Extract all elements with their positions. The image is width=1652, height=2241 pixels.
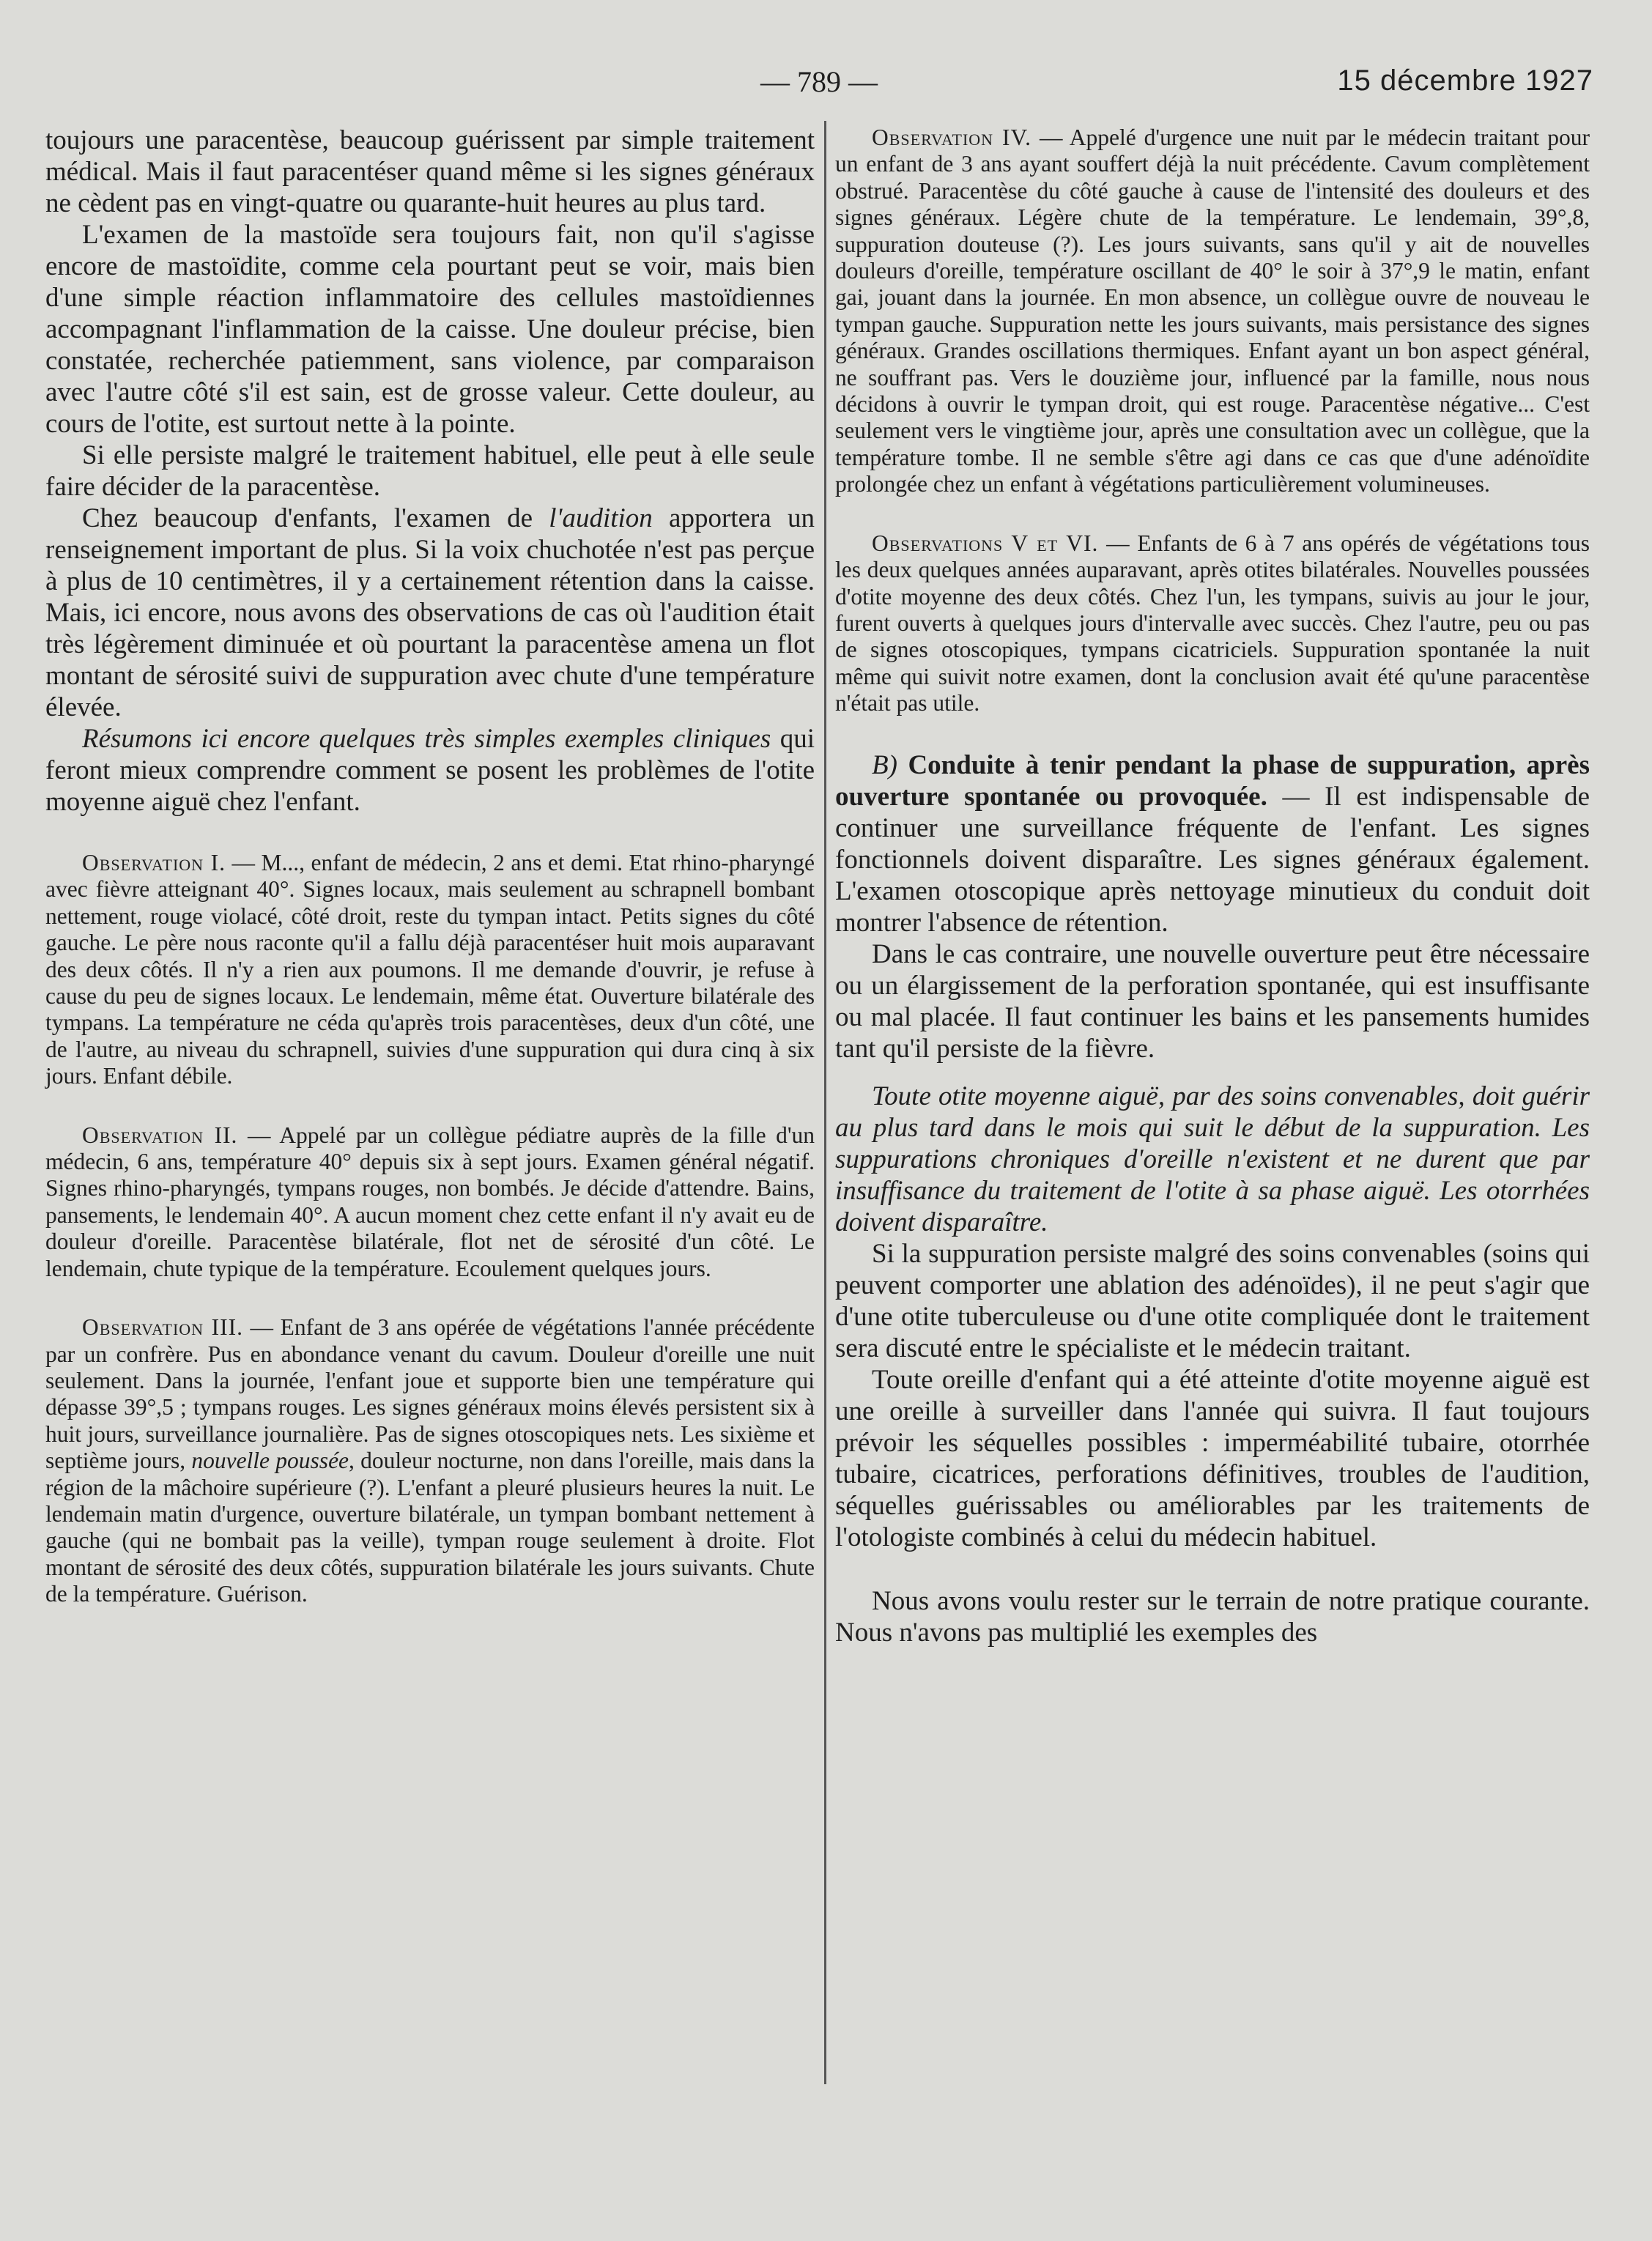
observation-1-text: — M..., enfant de médecin, 2 ans et demi. Etat rhino-pharyngé avec fièvre atteignant 40°. Signes locaux, mais seulement au schrapnell bombant nettement, rouge violacé, côté droit, reste du tympan intact. Petits signes du côté gauche. Le père nous raconte qu'il a fallu déjà paracentéser huit mois auparavant des deux côtés. Il n'y a rien aux poumons. Il me demande d'ouvrir, je refuse à cause du peu de signes locaux. Le lendemain, même état. Ouverture bilatérale des tympans. La température ne céda qu'après trois paracentèses, deux d'un côté, une de l'autre, au niveau du schrapnell, suivies d'une suppuration qui dura cinq à six jours. Enfant débile. — [45, 850, 815, 1089]
page-number: — 789 — — [760, 65, 878, 98]
observation-3 — [45, 1314, 815, 1607]
observation-4-text: — Appelé d'urgence une nuit par le médecin traitant pour un enfant de 3 ans ayant souffert déjà la nuit précédente. Cavum complètement obstrué. Paracentèse du côté gauche à cause de l'intensité des douleurs et des signes généraux. Légère chute de la température. Le lendemain, 39°,8, suppuration douteuse (?). Les jours suivants, sans qu'il y ait de nouvelles douleurs d'oreille, température oscillant de 40° le soir à 37°,9 le matin, enfant gai, jouant dans la journée. En mon absence, un collègue ouvre de nouveau le tympan gauche. Suppuration nette les jours suivants, mais persistance des signes généraux. Grandes oscillations thermiques. Enfant ayant un bon aspect général, ne souffrant pas. Vers le douzième jour, influencé par la famille, nous nous décidons à ouvrir le tympan droit, qui est rouge. Paracentèse négative... C'est seulement vers le vingtième jour, après une consultation avec un collègue, que la température tombe. Il ne semble s'être agi dans ce cas que d'une adénoïdite prolongée chez un enfant à végétations particulièrement volumineuses. — [835, 125, 1590, 497]
section-b — [835, 749, 1590, 938]
column-divider — [824, 121, 826, 2084]
left-paragraph-mastoid: L'examen de la mastoïde sera toujours fait, non qu'il s'agisse encore de mastoïdite, comme cela pourtant peut se voir, mais bien d'une simple réaction inflammatoire des cellules mastoïdiennes accompagnant l'inflammation de la caisse. Une douleur précise, bien constatée, recherchée patiemment, sans violence, par comparaison avec l'autre côté s'il est sain, est de grosse valeur. Cette douleur, au cours de l'otite, est surtout nette à la pointe. — [45, 220, 815, 439]
observation-3-text-end: , douleur nocturne, non dans l'oreille, mais dans la région de la mâchoire supérieure (?). L'enfant a pleuré plusieurs heures la nuit. Le lendemain matin d'urgence, ouverture bilatérale, un tympan bombant nettement à gauche (qui ne bombait pas la veille), tympan rouge seulement à droite. Flot montant de sérosité des deux côtés, suppuration bilatérale les jours suivants. Chute de la température. Guérison. — [45, 1448, 815, 1607]
observation-5-6 — [835, 530, 1590, 717]
right-paragraph-conclusion: Nous avons voulu rester sur le terrain de notre pratique courante. Nous n'avons pas multiplié les exemples des — [835, 1585, 1590, 1648]
right-column — [835, 125, 1590, 1648]
text-run: Chez beaucoup d'enfants, l'examen de — [82, 503, 549, 533]
observation-5-6-label: Observations V et VI. — [872, 530, 1099, 556]
section-b-text: — Il est indispensable de continuer une surveillance fréquente de l'enfant. Les signes fonctionnels doivent disparaître. Les signes généraux également. L'examen otoscopique après nettoyage minutieux du conduit doit montrer l'absence de rétention. — [835, 781, 1590, 938]
observation-1 — [45, 850, 815, 1090]
section-b-title: Conduite à tenir pendant la phase de suppuration, après ouverture spontanée ou provoquée. — [835, 749, 1590, 812]
observation-4-label: Observation IV. — [872, 125, 1032, 150]
issue-date: 15 décembre 1927 — [1337, 64, 1593, 97]
text-run: qui feront mieux comprendre comment se posent les problèmes de l'otite moyenne aiguë chez l'enfant. — [45, 724, 815, 817]
observation-3-text: — Enfant de 3 ans opérée de végétations l'année précédente par un confrère. Pus en abondance venant du cavum. Douleur d'oreille une nuit seulement. Dans la journée, l'enfant joue et supporte bien une température qui dépasse 39°,5 ; tympans rouges. Les signes généraux moins élevés persistent six à huit jours, surveillance journalière. Pas de signes otoscopiques nets. Les sixième et septième jours, — [45, 1314, 815, 1474]
observation-2 — [45, 1122, 815, 1282]
left-paragraph-examples — [45, 723, 815, 818]
page-header — [0, 64, 1652, 116]
observation-4 — [835, 125, 1590, 498]
emphasis-examples: Résumons ici encore quelques très simples exemples cliniques — [82, 724, 771, 754]
emphasis-audition: l'audition — [549, 503, 653, 533]
text-run: apportera un renseignement important de plus. Si la voix chuchotée n'est pas perçue à plus de 10 centimètres, il y a certainement rétention dans la caisse. Mais, ici encore, nous avons des observations de cas où l'audition était très légèrement diminuée et où pourtant la paracentèse amena un flot montant de sérosité suivi de suppuration avec chute d'une température élevée. — [45, 503, 815, 722]
right-paragraph-contraire: Dans le cas contraire, une nouvelle ouverture peut être nécessaire ou un élargissement de la perforation spontanée, qui est insuffisante ou mal placée. Il faut continuer les bains et les pansements humides tant qu'il persiste de la fièvre. — [835, 938, 1590, 1064]
section-b-letter: B) — [872, 749, 897, 780]
observation-3-label: Observation III. — [82, 1314, 243, 1341]
left-paragraph-audition — [45, 503, 815, 723]
observation-2-text: — Appelé par un collègue pédiatre auprès de la fille d'un médecin, 6 ans, température 40° depuis six à sept jours. Examen général négatif. Signes rhino-pharyngés, tympans rouges, non bombés. Je décide d'attendre. Bains, pansements, le lendemain 40°. A aucun moment chez cette enfant il n'y avait eu de douleur d'oreille. Paracentèse bilatérale, flot net de sérosité d'un côté. Le lendemain, chute typique de la température. Ecoulement quelques jours. — [45, 1122, 815, 1281]
left-paragraph-3: Si elle persiste malgré le traitement habituel, elle peut à elle seule faire décider de la paracentèse. — [45, 440, 815, 502]
right-paragraph-persiste: Si la suppuration persiste malgré des soins convenables (soins qui peuvent comporter une ablation des adénoïdes), il ne peut s'agir que d'une otite tuberculeuse ou d'une otite compliquée dont le traitement sera discuté entre le spécialiste et le médecin traitant. — [835, 1238, 1590, 1363]
emphasis-nouvelle-poussee: nouvelle poussée — [191, 1448, 349, 1474]
right-paragraph-sequelles: Toute oreille d'enfant qui a été atteinte d'otite moyenne aiguë est une oreille à surveiller dans l'année qui suivra. Il faut toujours prévoir les séquelles possibles : imperméabilité tubaire, otorrhée tubaire, cicatrices, perforations définitives, troubles de l'audition, séquelles guérissables ou améliorables par les traitements de l'otologiste combinés à celui du médecin habituel. — [835, 1364, 1590, 1552]
right-paragraph-principle: Toute otite moyenne aiguë, par des soins convenables, doit guérir au plus tard dans le mois qui suit le début de la suppuration. Les suppurations chroniques d'oreille n'existent et ne durent que par insuffisance du traitement de l'otite à sa phase aiguë. Les otorrhées doivent disparaître. — [835, 1081, 1590, 1237]
observation-1-label: Observation I. — [82, 850, 226, 875]
observation-5-6-text: — Enfants de 6 à 7 ans opérés de végétations tous les deux quelques années auparavant, après otites bilatérales. Nouvelles poussées d'otite moyenne des deux côtés. Chez l'un, les tympans, suivis au jour le jour, furent ouverts à quelques jours d'intervalle avec succès. Chez l'autre, peu ou pas de signes otoscopiques, tympans cicatriciels. Suppuration spontanée la nuit même qui suivit notre examen, dont la conclusion avait été qu'une paracentèse n'était pas utile. — [835, 530, 1590, 716]
left-column — [45, 125, 815, 1608]
left-paragraph-1: toujours une paracentèse, beaucoup guérissent par simple traitement médical. Mais il faut paracentéser quand même si les signes généraux ne cèdent pas en vingt-quatre ou quarante-huit heures au plus tard. — [45, 125, 815, 218]
observation-2-label: Observation II. — [82, 1122, 238, 1148]
